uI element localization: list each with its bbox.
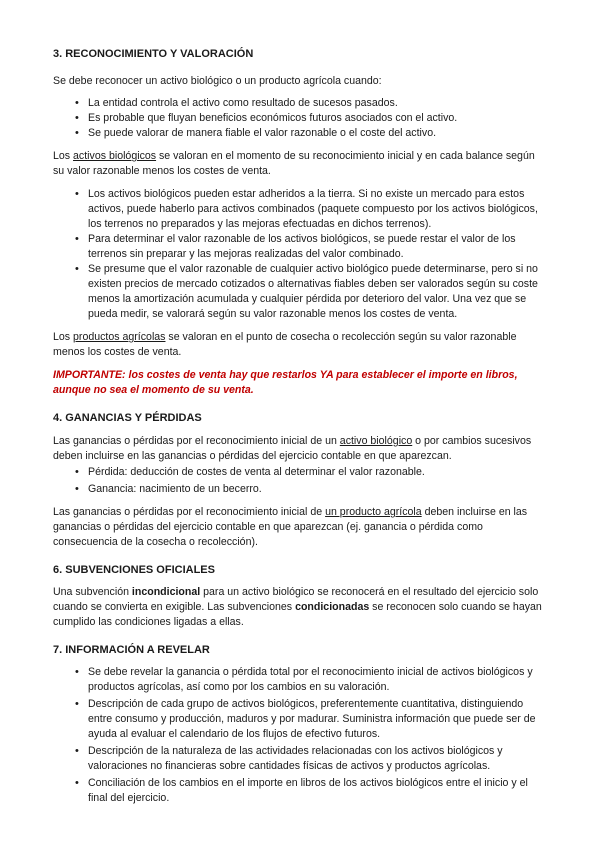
section-6-paragraph: Una subvención incondicional para un activo biológico se reconocerá en el resultado del ejercicio solo cuando se convierta en exigible. Las subvenciones condicionadas se reconocen solo cuando se hayan cumplido las condiciones ligadas a ellas. [53,586,542,628]
unconditional-term: incondicional [131,586,201,598]
document-page [53,48,543,806]
list-item: • La entidad controla el activo como resultado de sucesos pasados. [53,96,543,111]
list-item: • Se debe revelar la ganancia o pérdida total por el reconocimiento inicial de activos biológicos y productos agrícolas, así como por los cambios en su valoración. [53,665,543,695]
biological-asset-term: activo biológico [339,435,413,447]
disclosure-list [53,665,543,806]
agricultural-products-term: productos agrícolas [73,331,166,343]
section-4-paragraph-2: Las ganancias o pérdidas por el reconocimiento inicial de un producto agrícola deben incluirse en las ganancias o pérdidas del ejercicio contable en que aparezcan (ej. ganancia o pérdida como consecuencia de la cosecha o recolección). [53,506,528,548]
list-item: • Es probable que fluyan beneficios económicos futuros asociados con el activo. [53,111,543,126]
gains-losses-list [53,465,543,497]
list-item: • Descripción de cada grupo de activos biológicos, preferentemente cuantitativa, distinguiendo entre consumo y producción, maduros y por madurar. Suministra información que puede ser de ayuda al evaluar el calendario de los flujos de efectivo futuros. [53,697,543,742]
list-item: • Los activos biológicos pueden estar adheridos a la tierra. Si no existe un mercado para estos activos, puede haberlo para activos combinados (paquete compuesto por los activos biológicos, los terrenos no preparados y las mejoras efectuadas en dichos terrenos). [53,187,543,232]
section-4-heading: 4. GANANCIAS Y PÉRDIDAS [53,412,202,424]
list-item: • Descripción de la naturaleza de las actividades relacionadas con los activos biológicos y valoraciones no financieras sobre cantidades físicas de activos y productos agrícolas. [53,744,543,774]
section-3-heading: 3. RECONOCIMIENTO Y VALORACIÓN [53,48,254,60]
important-note: IMPORTANTE: los costes de venta hay que restarlos YA para establecer el importe en libros, aunque no sea el momento de su venta. [53,369,518,396]
list-item: • Se presume que el valor razonable de cualquier activo biológico puede determinarse, pero si no existen precios de mercado cotizados o alternativas fiables deben ser valorados según su coste menos la amortización acumulada y cualquier pérdida por deterioro del valor. Una vez que se pueda medir, se valorará según su valor razonable menos los costes de venta. [53,262,543,322]
conditional-term: condicionadas [295,601,370,613]
list-item: • Para determinar el valor razonable de los activos biológicos, se puede restar el valor de los terrenos sin preparar y las mejoras realizadas del valor combinado. [53,232,543,262]
section-7-heading: 7. INFORMACIÓN A REVELAR [53,644,210,656]
list-item: • Conciliación de los cambios en el importe en libros de los activos biológicos entre el inicio y el final del ejercicio. [53,776,543,806]
list-item: • Pérdida: deducción de costes de venta al determinar el valor razonable. [53,465,543,480]
list-item: • Ganancia: nacimiento de un becerro. [53,482,543,497]
biological-assets-list [53,187,543,322]
agricultural-products-paragraph: Los productos agrícolas se valoran en el punto de cosecha o recolección según su valor razonable menos los costes de venta. [53,331,517,358]
agricultural-product-term: un producto agrícola [325,506,422,518]
section-4-paragraph-1: Las ganancias o pérdidas por el reconocimiento inicial de un activo biológico o por cambios sucesivos deben incluirse en las ganancias o pérdidas del ejercicio contable en que aparezcan. [53,435,532,462]
section-6-heading: 6. SUBVENCIONES OFICIALES [53,564,215,576]
section-3-intro: Se debe reconocer un activo biológico o un producto agrícola cuando: [53,75,382,87]
biological-assets-term: activos biológicos [73,150,157,162]
list-item: • Se puede valorar de manera fiable el valor razonable o el coste del activo. [53,126,543,141]
biological-assets-paragraph: Los activos biológicos se valoran en el momento de su reconocimiento inicial y en cada balance según su valor razonable menos los costes de venta. [53,150,535,177]
recognition-conditions-list [53,96,543,141]
